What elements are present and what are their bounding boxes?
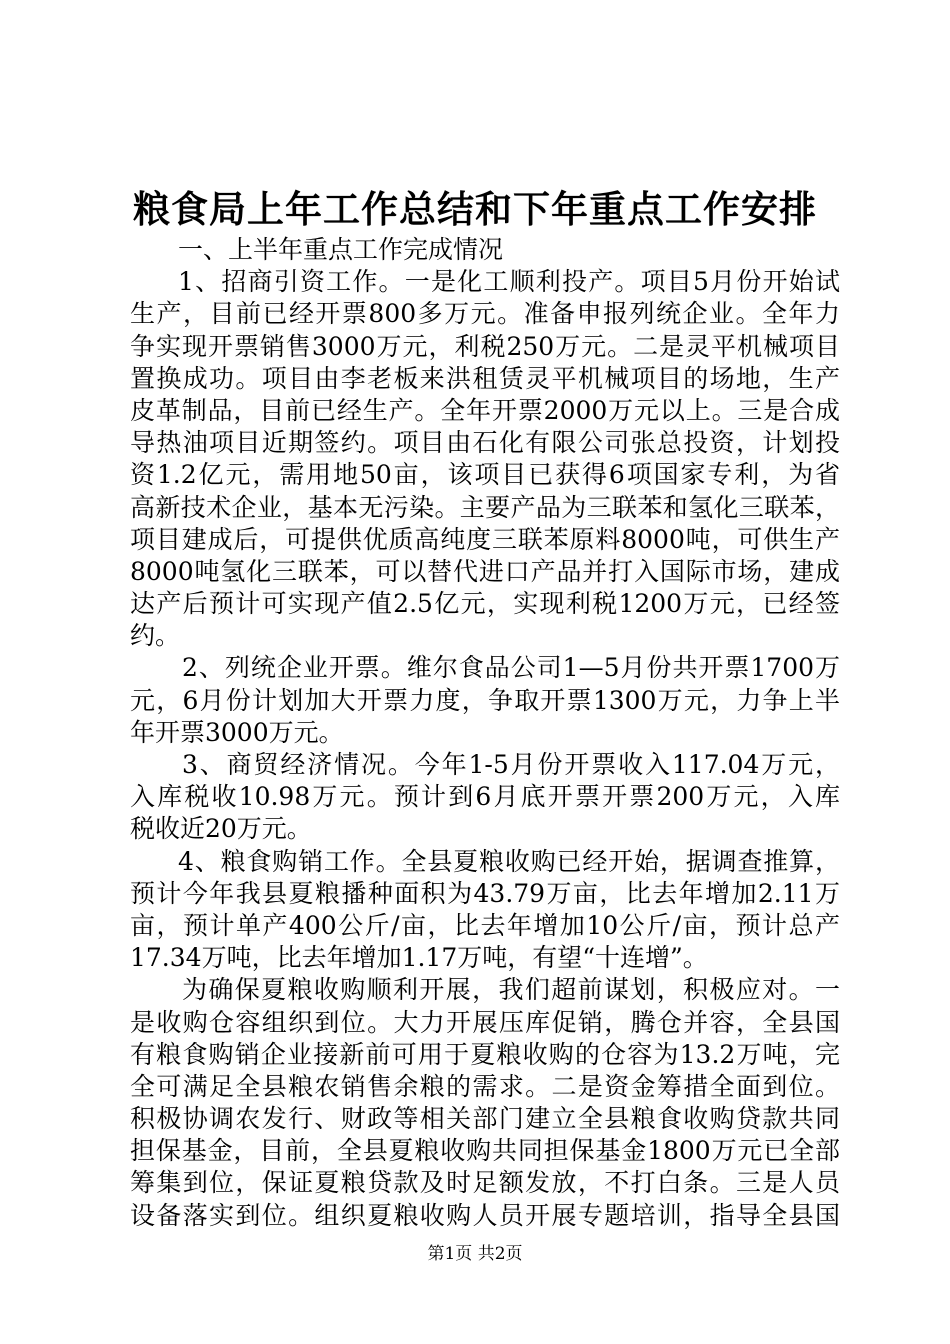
text-line: 全可满足全县粮农销售余粮的需求。二是资金筹措全面到位。 — [130, 1071, 840, 1101]
text-line: 设备落实到位。组织夏粮收购人员开展专题培训，指导全县国 — [130, 1200, 840, 1230]
text-line: 入库税收10.98万元。预计到6月底开票开票200万元，入库 — [130, 782, 840, 812]
text-line: 预计今年我县夏粮播种面积为43.79万亩，比去年增加2.11万 — [130, 878, 840, 908]
text-line: 8000吨氢化三联苯，可以替代进口产品并打入国际市场，建成 — [130, 556, 840, 586]
text-line: 积极协调农发行、财政等相关部门建立全县粮食收购贷款共同 — [130, 1104, 840, 1134]
text-line: 是收购仓容组织到位。大力开展压库促销，腾仓并容，全县国 — [130, 1007, 840, 1037]
text-line: 有粮食购销企业接新前可用于夏粮收购的仓容为13.2万吨，完 — [130, 1039, 840, 1069]
text-line: 约。 — [130, 621, 181, 651]
text-line: 达产后预计可实现产值2.5亿元，实现利税1200万元，已经签 — [130, 589, 840, 619]
text-line: 2、列统企业开票。维尔食品公司1—5月份共开票1700万 — [182, 653, 840, 683]
text-line: 1、招商引资工作。一是化工顺利投产。项目5月份开始试 — [178, 267, 840, 297]
text-line: 年开票3000万元。 — [130, 717, 344, 747]
text-line: 税收近20万元。 — [130, 814, 312, 844]
text-line: 17.34万吨，比去年增加1.17万吨，有望“十连增”。 — [130, 943, 708, 973]
text-line: 4、粮食购销工作。全县夏粮收购已经开始，据调查推算， — [178, 846, 840, 876]
page-footer: 第1页 共2页 — [427, 1244, 523, 1264]
body-text — [130, 234, 840, 1232]
text-line: 筹集到位，保证夏粮贷款及时足额发放，不打白条。三是人员 — [130, 1168, 840, 1198]
page-title: 粮食局上年工作总结和下年重点工作安排 — [133, 188, 817, 231]
text-line: 皮革制品，目前已经生产。全年开票2000万元以上。三是合成 — [130, 395, 840, 425]
text-line: 一、上半年重点工作完成情况 — [178, 235, 504, 264]
text-line: 为确保夏粮收购顺利开展，我们超前谋划，积极应对。一 — [182, 975, 840, 1005]
text-line: 生产，目前已经开票800多万元。准备申报列统企业。全年力 — [130, 299, 840, 329]
text-line: 担保基金，目前，全县夏粮收购共同担保基金1800万元已全部 — [130, 1136, 840, 1166]
text-line: 元，6月份计划加大开票力度，争取开票1300万元，力争上半 — [130, 685, 840, 715]
text-line: 争实现开票销售3000万元，利税250万元。二是灵平机械项目 — [130, 331, 840, 361]
text-line: 置换成功。项目由李老板来洪租赁灵平机械项目的场地，生产 — [130, 363, 840, 393]
text-line: 项目建成后，可提供优质高纯度三联苯原料8000吨，可供生产 — [130, 524, 840, 554]
text-line: 导热油项目近期签约。项目由石化有限公司张总投资，计划投 — [130, 428, 840, 458]
text-line: 高新技术企业，基本无污染。主要产品为三联苯和氢化三联苯， — [130, 492, 840, 522]
text-line: 亩，预计单产400公斤/亩，比去年增加10公斤/亩，预计总产 — [130, 910, 840, 940]
text-line: 资1.2亿元，需用地50亩，该项目已获得6项国家专利，为省 — [130, 460, 840, 490]
text-line: 3、商贸经济情况。今年1-5月份开票收入117.04万元， — [182, 750, 840, 779]
